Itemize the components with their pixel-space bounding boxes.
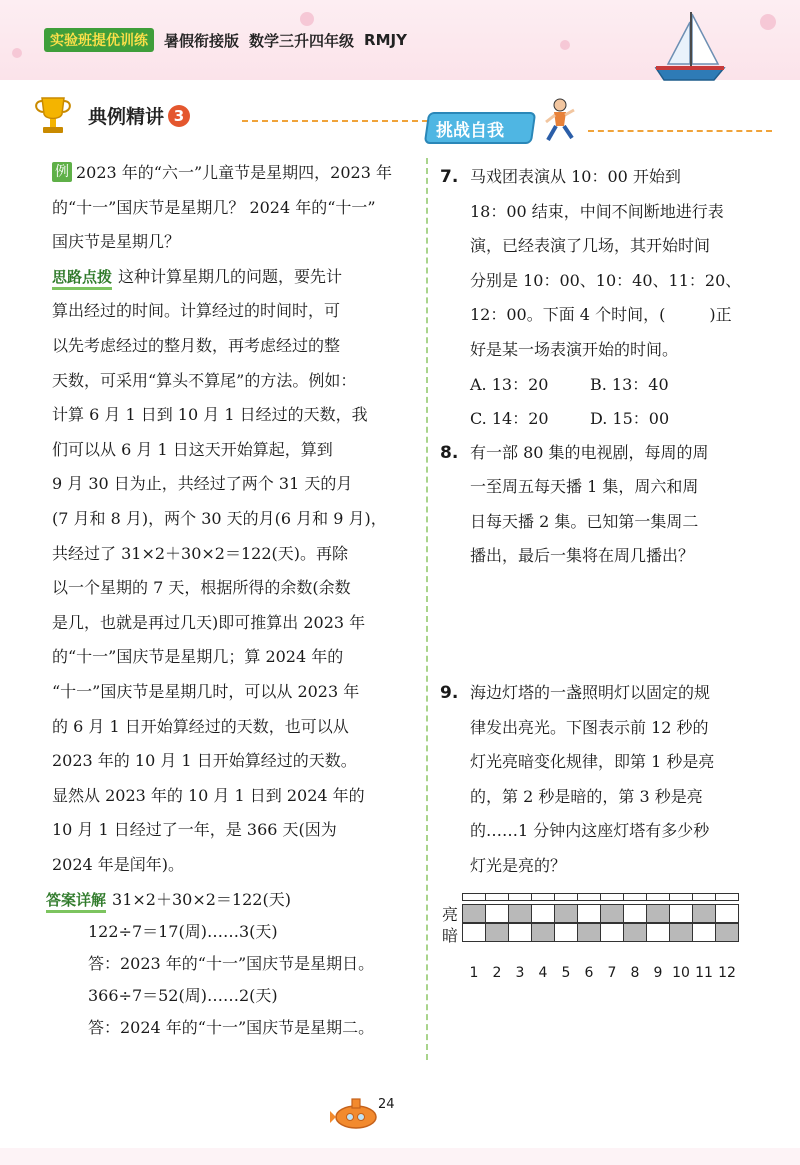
answer-line: 122÷7＝17(周)……3(天) <box>88 922 278 942</box>
question-line: 一至周五每天播 1 集，周六和周 <box>470 477 699 497</box>
second-tick: 2 <box>492 965 502 981</box>
answer-tag: 答案详解 <box>46 890 106 913</box>
question-line: 海边灯塔的一盏照明灯以固定的规 <box>470 682 711 702</box>
thinking-section <box>52 260 416 883</box>
dark-cell <box>715 923 739 942</box>
question-line: 有一部 80 集的电视剧，每周的周 <box>470 442 709 462</box>
second-tick: 3 <box>515 965 525 981</box>
header-cell <box>577 893 601 901</box>
thinking-line: 天数，可采用“算头不算尾”的方法。例如： <box>52 370 357 390</box>
header-cell <box>669 893 693 901</box>
question-number: 8. <box>440 442 459 463</box>
second-tick: 11 <box>695 965 713 981</box>
book-edition: 暑假衔接版 <box>164 31 240 50</box>
lighthouse-grid <box>440 893 740 993</box>
question-number: 9. <box>440 682 459 703</box>
challenge-divider <box>588 130 772 132</box>
thinking-line: 10 月 1 日经过了一年，是 366 天(因为 <box>52 820 337 840</box>
bright-cell <box>600 904 624 923</box>
thinking-line: 共经过了 31×2＋30×2＝122(天)。再除 <box>52 543 349 563</box>
submarine-icon <box>330 1093 380 1133</box>
bright-label: 亮 <box>442 905 459 924</box>
header-cell <box>692 893 716 901</box>
bright-cell <box>692 904 716 923</box>
header-cell <box>646 893 670 901</box>
sailboat-icon <box>650 8 730 84</box>
bright-cell <box>508 904 532 923</box>
section-number: 3 <box>168 105 190 127</box>
header-cell <box>715 893 739 901</box>
bright-cell <box>623 904 647 923</box>
thinking-line: 以先考虑经过的整月数，再考虑经过的整 <box>52 335 341 355</box>
dark-cell <box>600 923 624 942</box>
section-divider <box>242 120 438 122</box>
thinking-line: 显然从 2023 年的 10 月 1 日到 2024 年的 <box>52 785 365 805</box>
question-line: 播出，最后一集将在周几播出？ <box>470 546 695 566</box>
question-line: 灯光是亮的？ <box>470 855 567 875</box>
bright-cell <box>715 904 739 923</box>
question-9 <box>440 676 750 884</box>
example-tag: 例 <box>52 162 72 182</box>
thinking-line: (7 月和 8 月)，两个 30 天的月(6 月和 9 月)， <box>52 508 387 528</box>
answer-section <box>46 884 416 1044</box>
question-line: 灯光亮暗变化规律，即第 1 秒是亮 <box>470 752 715 772</box>
runner-icon <box>534 96 584 146</box>
thinking-line: 9 月 30 日为止，共经过了两个 31 天的月 <box>52 474 353 494</box>
section-title-text: 典例精讲 <box>88 106 165 128</box>
header-cell <box>485 893 509 901</box>
second-tick: 8 <box>630 965 640 981</box>
thinking-line: 算出经过的时间。计算经过的时间时，可 <box>52 301 341 321</box>
dark-cell <box>462 923 486 942</box>
thinking-line: “十一”国庆节是星期几时，可以从 2023 年 <box>52 681 360 701</box>
dark-cell <box>531 923 555 942</box>
option-c[interactable]: C. 14：20 <box>470 408 549 428</box>
dark-cell <box>508 923 532 942</box>
section-title <box>88 102 190 129</box>
question-line: )正 <box>709 305 732 325</box>
dark-label: 暗 <box>442 926 459 945</box>
question-line: 18：00 结束，中间不间断地进行表 <box>470 201 724 221</box>
thinking-line: 的 6 月 1 日开始算经过的天数，也可以从 <box>52 716 349 736</box>
thinking-line: 们可以从 6 月 1 日这天开始算起，算到 <box>52 439 333 459</box>
answer-line: 答：2023 年的“十一”国庆节是星期日。 <box>88 954 375 974</box>
thinking-line: 的“十一”国庆节是星期几；算 2024 年的 <box>52 647 344 667</box>
page-number: 24 <box>378 1097 395 1112</box>
question-line: 12：00。下面 4 个时间，( <box>470 305 666 325</box>
second-tick: 10 <box>672 965 690 981</box>
thinking-line: 2024 年是闰年)。 <box>52 854 185 874</box>
option-a[interactable]: A. 13：20 <box>470 374 549 394</box>
book-grade: 数学三升四年级 <box>249 31 355 50</box>
second-tick: 4 <box>538 965 548 981</box>
challenge-heading <box>422 96 772 146</box>
bright-cell <box>531 904 555 923</box>
question-8 <box>440 436 750 574</box>
second-tick: 9 <box>653 965 663 981</box>
bright-cell <box>485 904 509 923</box>
bright-cell <box>577 904 601 923</box>
example-line: 国庆节是星期几？ <box>52 232 181 252</box>
dark-cell <box>554 923 578 942</box>
trophy-icon <box>30 92 76 138</box>
page-footer <box>330 1085 440 1135</box>
header-cell <box>554 893 578 901</box>
header-cell <box>600 893 624 901</box>
question-7 <box>440 160 750 436</box>
dark-cell <box>669 923 693 942</box>
header-title <box>44 28 407 52</box>
second-tick: 1 <box>469 965 479 981</box>
question-line: 好是某一场表演开始的时间。 <box>470 339 679 359</box>
second-tick: 5 <box>561 965 571 981</box>
question-number: 7. <box>440 167 459 187</box>
answer-line: 31×2＋30×2＝122(天) <box>112 890 291 910</box>
option-b[interactable]: B. 13：40 <box>590 374 669 394</box>
bottom-band <box>0 1148 800 1165</box>
thinking-line: 2023 年的 10 月 1 日开始算经过的天数。 <box>52 751 357 771</box>
dark-cell <box>623 923 647 942</box>
book-code: RMJY <box>364 31 407 49</box>
thinking-line: 这种计算星期几的问题，要先计 <box>118 266 343 286</box>
example-question <box>52 156 416 260</box>
bright-cell <box>462 904 486 923</box>
header-cell <box>508 893 532 901</box>
thinking-line: 以一个星期的 7 天，根据所得的余数(余数 <box>52 578 351 598</box>
option-d[interactable]: D. 15：00 <box>590 408 670 428</box>
thinking-tag: 思路点拨 <box>52 267 112 290</box>
question-line: 日每天播 2 集。已知第一集周二 <box>470 511 699 531</box>
thinking-line: 计算 6 月 1 日到 10 月 1 日经过的天数，我 <box>52 405 368 425</box>
question-line: 的，第 2 秒是暗的，第 3 秒是亮 <box>470 786 703 806</box>
second-tick: 6 <box>584 965 594 981</box>
question-line: 演，已经表演了几场，其开始时间 <box>470 236 711 256</box>
dark-cell <box>577 923 601 942</box>
second-tick: 12 <box>718 965 736 981</box>
book-series: 实验班提优训练 <box>44 28 154 52</box>
question-line: 马戏团表演从 10：00 开始到 <box>470 167 681 186</box>
question-line: 律发出亮光。下图表示前 12 秒的 <box>470 717 709 737</box>
header-cell <box>462 893 486 901</box>
dark-cell <box>646 923 670 942</box>
header-cell <box>623 893 647 901</box>
bright-cell <box>669 904 693 923</box>
bright-cell <box>646 904 670 923</box>
dark-cell <box>485 923 509 942</box>
exercise-column <box>440 160 750 884</box>
column-divider <box>426 158 428 1060</box>
example-line: 的“十一”国庆节是星期几？ 2024 年的“十一” <box>52 197 376 217</box>
question-line: 分别是 10：00、10：40、11：20、 <box>470 270 742 290</box>
section-heading <box>30 92 410 138</box>
options <box>470 368 750 436</box>
second-tick: 7 <box>607 965 617 981</box>
answer-line: 答：2024 年的“十一”国庆节是星期二。 <box>88 1018 375 1038</box>
answer-line: 366÷7＝52(周)……2(天) <box>88 986 278 1006</box>
example-line: 2023 年的“六一”儿童节是星期四，2023 年 <box>76 163 392 182</box>
question-line: 的……1 分钟内这座灯塔有多少秒 <box>470 821 710 841</box>
header-cell <box>531 893 555 901</box>
bright-cell <box>554 904 578 923</box>
dark-cell <box>692 923 716 942</box>
thinking-line: 是几，也就是再过几天)即可推算出 2023 年 <box>52 612 366 632</box>
challenge-title: 挑战自我 <box>436 121 504 141</box>
example-column <box>46 156 416 1044</box>
